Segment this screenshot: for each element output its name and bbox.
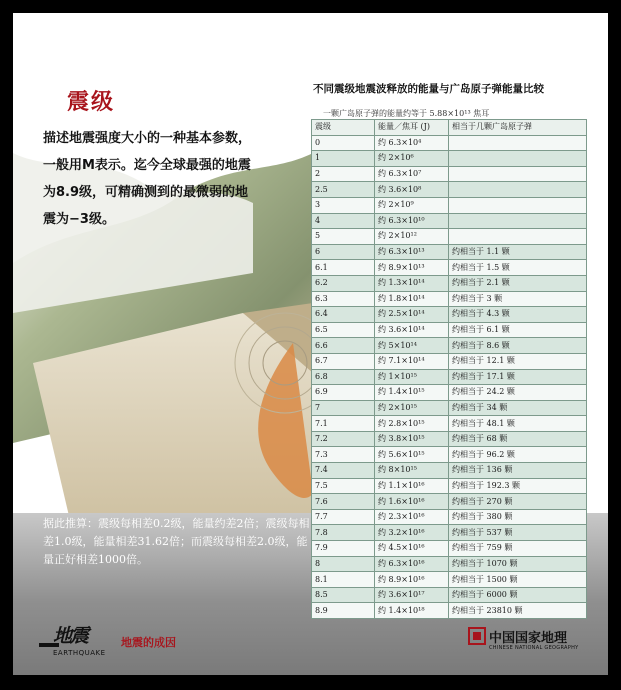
- table-row: [312, 369, 587, 385]
- table-row: [312, 541, 587, 557]
- cell-energy: 约 5×10¹⁴: [375, 338, 449, 354]
- cell-equivalent: 约相当于 759 颗: [449, 541, 587, 557]
- cell-magnitude: 2.5: [312, 182, 375, 198]
- table-row: [312, 166, 587, 182]
- cell-equivalent: 约相当于 2.1 颗: [449, 275, 587, 291]
- table-row: [312, 322, 587, 338]
- cell-magnitude: 6.4: [312, 307, 375, 323]
- table-row: [312, 307, 587, 323]
- cell-magnitude: 7.3: [312, 447, 375, 463]
- brand-name-english: CHINESE NATIONAL GEOGRAPHY: [489, 645, 579, 651]
- cell-equivalent: [449, 135, 587, 151]
- inference-text: 据此推算：震级每相差0.2级，能量约差2倍；震级每相差1.0级，能量相差31.62倍；而震级每相差2.0级，能量正好相差1000倍。: [43, 517, 310, 566]
- cell-magnitude: 7: [312, 400, 375, 416]
- table-note: 一颗广岛原子弹的能量约等于 5.88×10¹³ 焦耳: [323, 109, 490, 118]
- cell-magnitude: 6.7: [312, 353, 375, 369]
- cell-equivalent: [449, 166, 587, 182]
- cell-energy: 约 5.6×10¹⁵: [375, 447, 449, 463]
- brand-name: 中国国家地理: [489, 631, 568, 646]
- cell-magnitude: 6.3: [312, 291, 375, 307]
- cell-magnitude: 8.1: [312, 572, 375, 588]
- magnitude-energy-table: [311, 119, 587, 619]
- table-row: [312, 260, 587, 276]
- logo-english: EARTHQUAKE: [53, 649, 106, 657]
- cell-energy: 约 2.3×10¹⁶: [375, 509, 449, 525]
- cell-magnitude: 6.8: [312, 369, 375, 385]
- cell-energy: 约 8.9×10¹⁶: [375, 572, 449, 588]
- cell-magnitude: 1: [312, 151, 375, 167]
- cell-equivalent: [449, 213, 587, 229]
- cell-equivalent: 约相当于 4.3 颗: [449, 307, 587, 323]
- cell-equivalent: 约相当于 96.2 颗: [449, 447, 587, 463]
- cell-equivalent: 约相当于 48.1 颗: [449, 416, 587, 432]
- table-row: [312, 603, 587, 619]
- cell-magnitude: 7.9: [312, 541, 375, 557]
- cell-energy: 约 1.4×10¹⁸: [375, 603, 449, 619]
- cell-energy: 约 6.3×10¹⁶: [375, 556, 449, 572]
- cell-energy: 约 1.3×10¹⁴: [375, 275, 449, 291]
- cell-energy: 约 1.1×10¹⁶: [375, 478, 449, 494]
- table-title: 不同震级地震波释放的能量与广岛原子弹能量比较: [313, 83, 544, 95]
- cell-energy: 约 2×10¹⁵: [375, 400, 449, 416]
- cell-magnitude: 7.1: [312, 416, 375, 432]
- cell-energy: 约 3.8×10¹⁵: [375, 431, 449, 447]
- cell-equivalent: [449, 229, 587, 245]
- cell-equivalent: 约相当于 68 颗: [449, 431, 587, 447]
- cell-magnitude: 0: [312, 135, 375, 151]
- cell-magnitude: 6: [312, 244, 375, 260]
- cell-energy: 约 1.4×10¹⁵: [375, 385, 449, 401]
- table-row: [312, 291, 587, 307]
- table-row: [312, 556, 587, 572]
- cell-magnitude: 7.4: [312, 463, 375, 479]
- table-row: [312, 447, 587, 463]
- cell-equivalent: 约相当于 6.1 颗: [449, 322, 587, 338]
- cell-energy: 约 6.3×10⁴: [375, 135, 449, 151]
- cell-magnitude: 6.9: [312, 385, 375, 401]
- table-row: [312, 275, 587, 291]
- cell-energy: 约 4.5×10¹⁶: [375, 541, 449, 557]
- table-row: [312, 182, 587, 198]
- cell-energy: 约 2.5×10¹⁴: [375, 307, 449, 323]
- description-line: 为8.9级，可精确测到的最微弱的地: [43, 185, 249, 200]
- cell-magnitude: 7.5: [312, 478, 375, 494]
- table-row: [312, 213, 587, 229]
- cell-energy: 约 7.1×10¹⁴: [375, 353, 449, 369]
- cell-equivalent: 约相当于 136 颗: [449, 463, 587, 479]
- cell-energy: 约 2.8×10¹⁵: [375, 416, 449, 432]
- header-magnitude: 震级: [312, 120, 375, 136]
- table-row: [312, 416, 587, 432]
- table-row: [312, 229, 587, 245]
- cell-equivalent: 约相当于 6000 颗: [449, 587, 587, 603]
- cell-equivalent: 约相当于 1.1 颗: [449, 244, 587, 260]
- header-equivalent: 相当于几颗广岛原子弹: [449, 120, 587, 136]
- table-row: [312, 385, 587, 401]
- table-row: [312, 244, 587, 260]
- cell-energy: 约 6.3×10¹³: [375, 244, 449, 260]
- table-row: [312, 509, 587, 525]
- cell-energy: 约 2×10¹²: [375, 229, 449, 245]
- cell-magnitude: 8: [312, 556, 375, 572]
- cell-equivalent: 约相当于 23810 颗: [449, 603, 587, 619]
- cell-magnitude: 6.1: [312, 260, 375, 276]
- cell-equivalent: [449, 151, 587, 167]
- table-row: [312, 135, 587, 151]
- cell-equivalent: 约相当于 270 颗: [449, 494, 587, 510]
- cell-equivalent: 约相当于 34 颗: [449, 400, 587, 416]
- cell-equivalent: 约相当于 537 颗: [449, 525, 587, 541]
- page-title: 震级: [67, 90, 116, 115]
- table-header-row: [312, 120, 587, 136]
- table-row: [312, 197, 587, 213]
- brand-mark-icon: [468, 627, 486, 645]
- cell-energy: 约 1.6×10¹⁶: [375, 494, 449, 510]
- section-label: 地震的成因: [121, 636, 176, 649]
- cell-equivalent: 约相当于 8.6 颗: [449, 338, 587, 354]
- description-text: [43, 125, 305, 233]
- cell-magnitude: 3: [312, 197, 375, 213]
- cell-magnitude: 6.5: [312, 322, 375, 338]
- cell-equivalent: 约相当于 3 颗: [449, 291, 587, 307]
- cell-equivalent: [449, 182, 587, 198]
- table-row: [312, 463, 587, 479]
- cell-magnitude: 2: [312, 166, 375, 182]
- header-energy: 能量／焦耳 (J): [375, 120, 449, 136]
- cell-energy: 约 3.6×10⁸: [375, 182, 449, 198]
- cell-magnitude: 8.5: [312, 587, 375, 603]
- cell-equivalent: 约相当于 1070 颗: [449, 556, 587, 572]
- cell-equivalent: 约相当于 1500 颗: [449, 572, 587, 588]
- cell-equivalent: 约相当于 1.5 颗: [449, 260, 587, 276]
- cell-equivalent: 约相当于 12.1 颗: [449, 353, 587, 369]
- cell-magnitude: 8.9: [312, 603, 375, 619]
- cell-energy: 约 3.6×10¹⁴: [375, 322, 449, 338]
- description-line: 描述地震强度大小的一种基本参数，: [43, 131, 252, 146]
- cell-energy: 约 1.8×10¹⁴: [375, 291, 449, 307]
- cell-equivalent: 约相当于 17.1 颗: [449, 369, 587, 385]
- description-line: 一般用M表示。迄今全球最强的地震: [43, 158, 251, 173]
- table-row: [312, 431, 587, 447]
- description-line: 震为−3级。: [43, 212, 115, 227]
- earthquake-logo: [39, 621, 119, 661]
- cell-energy: 约 6.3×10⁷: [375, 166, 449, 182]
- cell-energy: 约 3.2×10¹⁶: [375, 525, 449, 541]
- cell-energy: 约 1×10¹⁵: [375, 369, 449, 385]
- cell-equivalent: [449, 197, 587, 213]
- table-row: [312, 587, 587, 603]
- cell-magnitude: 4: [312, 213, 375, 229]
- table-row: [312, 151, 587, 167]
- cell-magnitude: 7.6: [312, 494, 375, 510]
- table-row: [312, 478, 587, 494]
- cell-magnitude: 7.8: [312, 525, 375, 541]
- cell-equivalent: 约相当于 24.2 颗: [449, 385, 587, 401]
- table-row: [312, 572, 587, 588]
- poster-page: [13, 13, 608, 675]
- cell-energy: 约 8.9×10¹³: [375, 260, 449, 276]
- cell-equivalent: 约相当于 380 颗: [449, 509, 587, 525]
- cell-energy: 约 3.6×10¹⁷: [375, 587, 449, 603]
- cell-magnitude: 7.7: [312, 509, 375, 525]
- cell-magnitude: 5: [312, 229, 375, 245]
- cell-magnitude: 6.6: [312, 338, 375, 354]
- table-row: [312, 525, 587, 541]
- table-row: [312, 400, 587, 416]
- logo-word: 地震: [53, 625, 88, 647]
- cell-energy: 约 8×10¹⁵: [375, 463, 449, 479]
- cell-energy: 约 6.3×10¹⁰: [375, 213, 449, 229]
- table-row: [312, 338, 587, 354]
- cell-magnitude: 7.2: [312, 431, 375, 447]
- cell-energy: 约 2×10⁶: [375, 151, 449, 167]
- cell-equivalent: 约相当于 192.3 颗: [449, 478, 587, 494]
- table-body: [312, 135, 587, 618]
- table-row: [312, 353, 587, 369]
- cell-magnitude: 6.2: [312, 275, 375, 291]
- table-row: [312, 494, 587, 510]
- cell-energy: 约 2×10⁹: [375, 197, 449, 213]
